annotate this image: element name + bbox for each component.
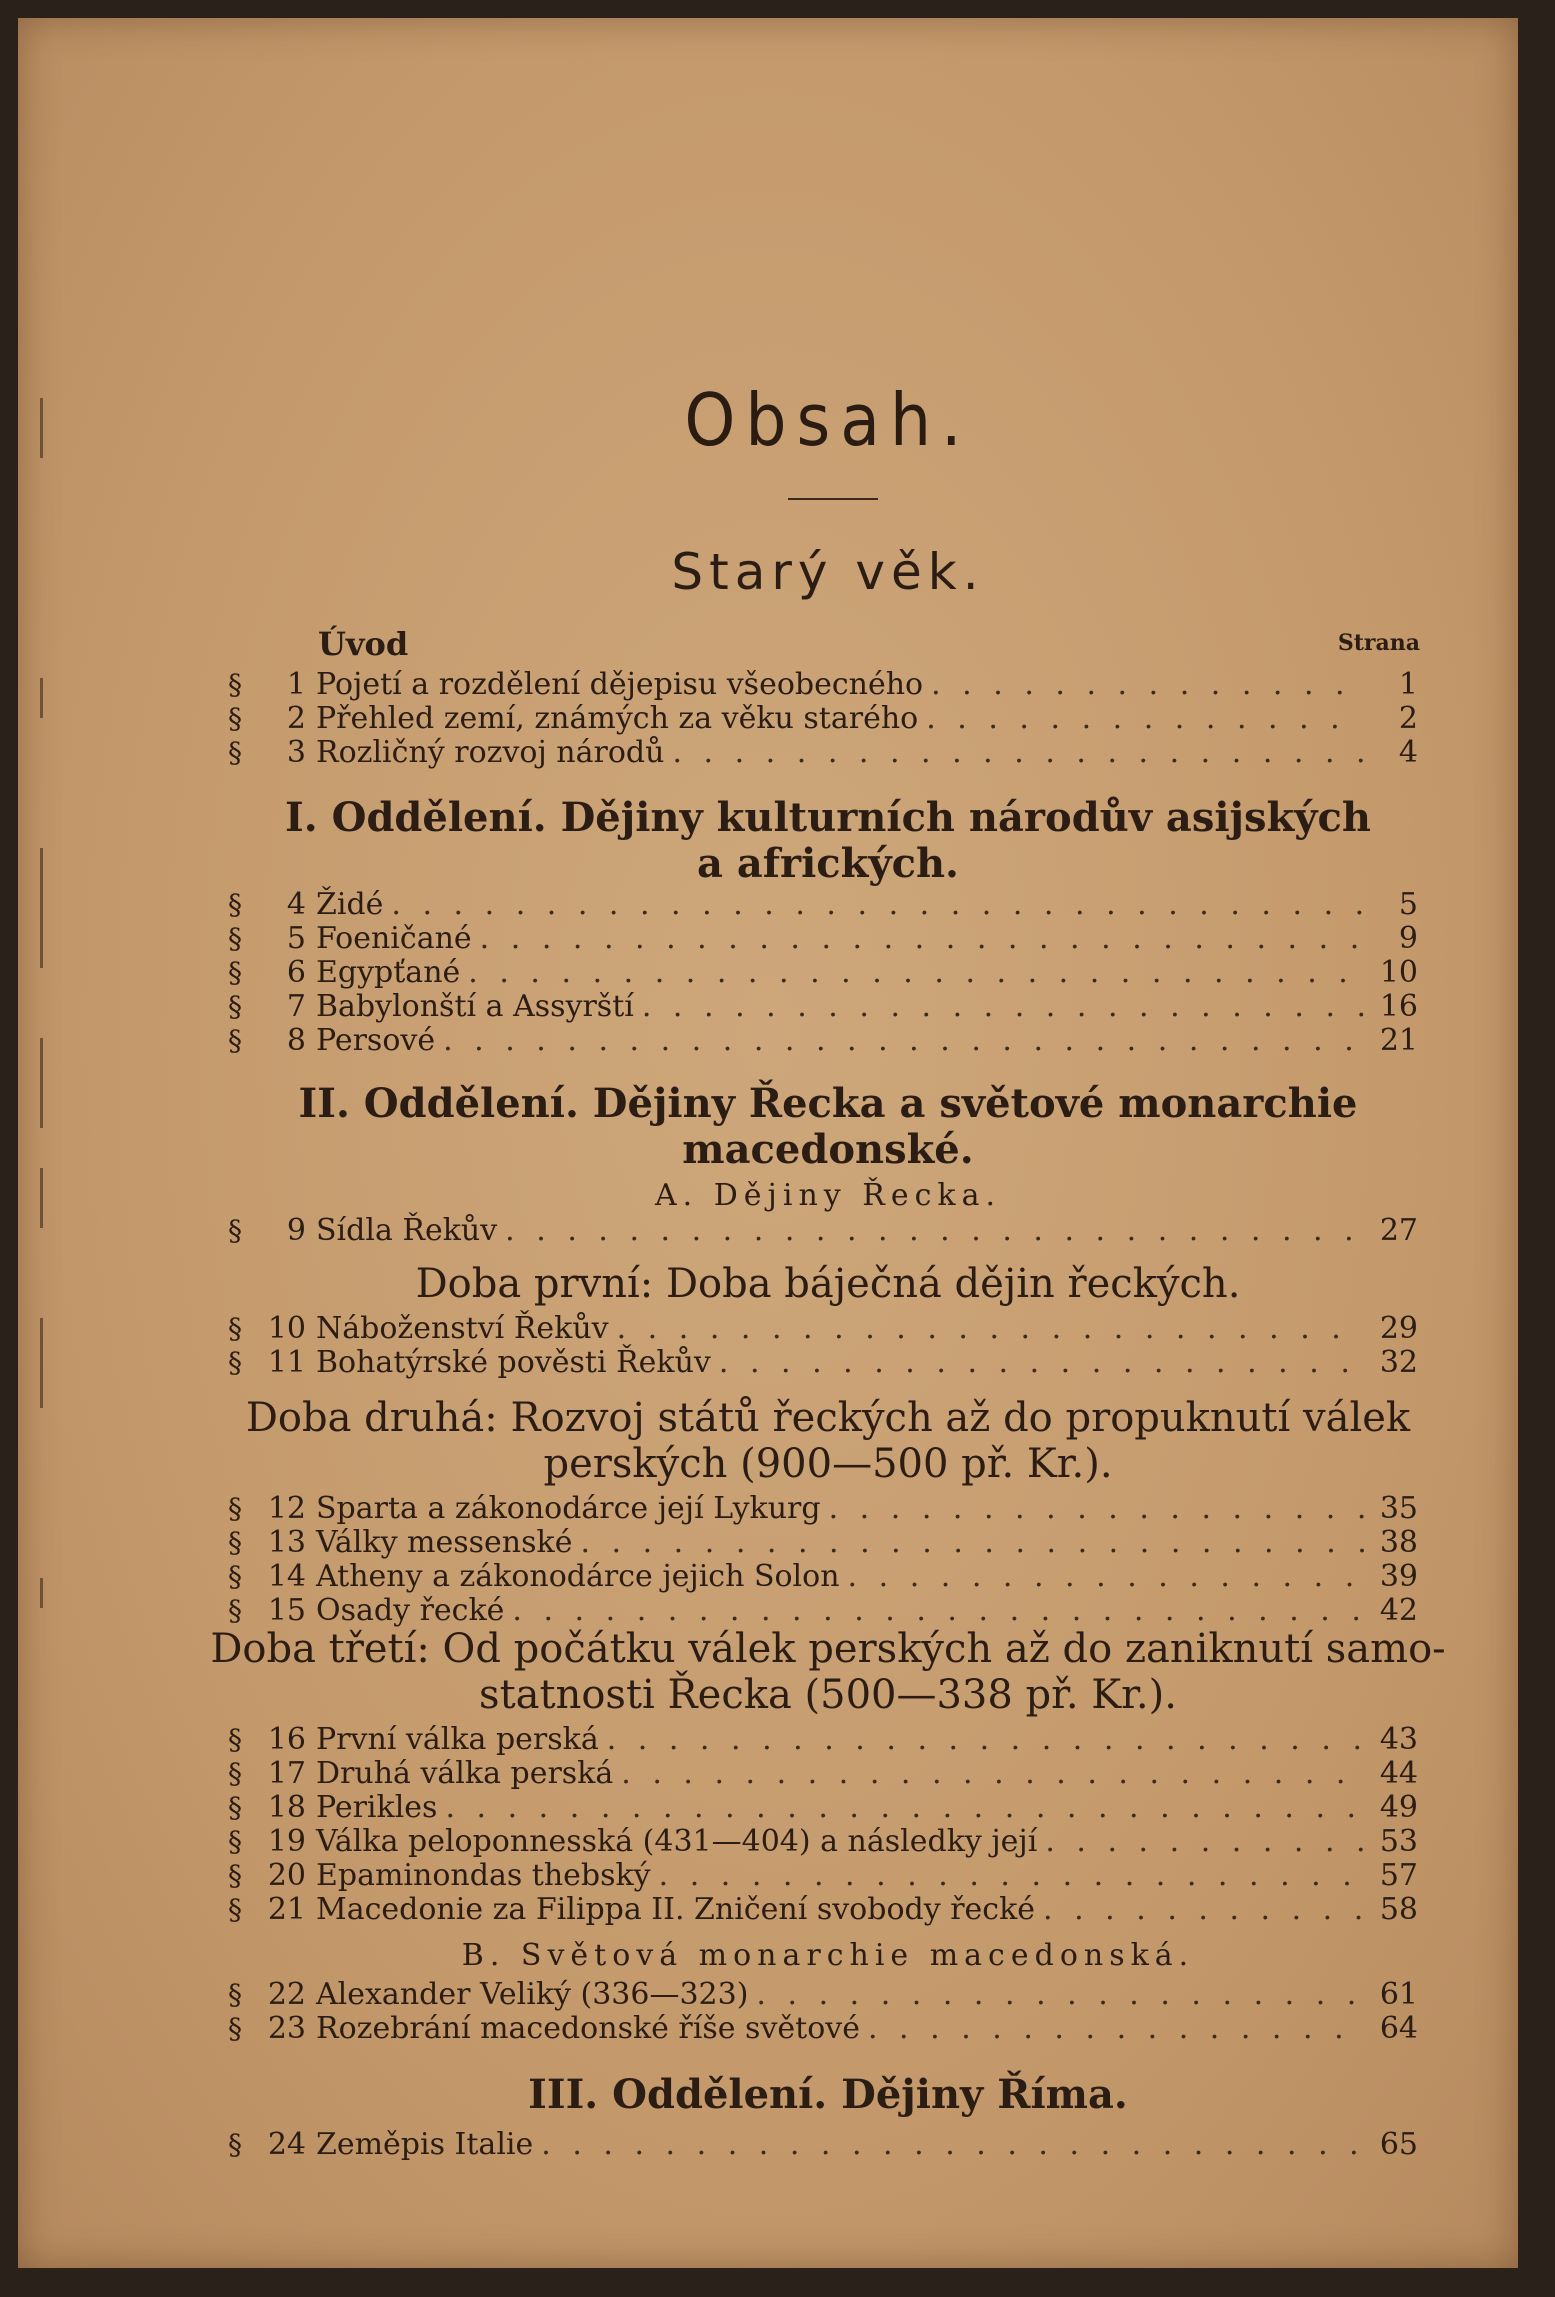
entry-number: 13 — [267, 1525, 306, 1560]
section-sign: § — [228, 668, 242, 701]
part-b-heading: B. Světová monarchie macedonská. — [461, 1938, 1195, 1973]
toc-entry — [228, 1594, 1418, 1628]
division-1-heading-cont: a afrických. — [697, 840, 959, 887]
entry-page-number: 57 — [1379, 1858, 1418, 1893]
section-subtitle: Starý věk. — [671, 543, 985, 601]
leader-dots — [1043, 1893, 1364, 1927]
entry-number: 19 — [267, 1824, 306, 1859]
section-sign: § — [228, 1492, 242, 1525]
leader-dots — [505, 1214, 1364, 1248]
entry-title: Válka peloponnesská (431—404) a následky její — [316, 1824, 1038, 1859]
toc-entry — [228, 2012, 1418, 2046]
entry-number: 14 — [267, 1559, 306, 1594]
section-sign: § — [228, 1791, 242, 1824]
leader-dots — [756, 1978, 1364, 2012]
leader-dots — [659, 1859, 1364, 1893]
entry-number: 4 — [286, 887, 306, 922]
entry-number: 3 — [286, 735, 306, 770]
leader-dots — [443, 1024, 1364, 1058]
toc-entry — [228, 990, 1418, 1024]
entry-title: Bohatýrské pověsti Řekův — [316, 1345, 711, 1380]
page-title: Obsah. — [684, 378, 972, 462]
section-sign: § — [228, 1757, 242, 1790]
entry-page-number: 32 — [1379, 1345, 1418, 1380]
entry-number: 17 — [267, 1756, 306, 1791]
entry-number: 24 — [267, 2127, 306, 2162]
section-sign: § — [228, 1024, 242, 1057]
entry-page-number: 42 — [1379, 1593, 1418, 1628]
entry-title: Židé — [316, 887, 384, 922]
entry-title: Sparta a zákonodárce její Lykurg — [316, 1491, 821, 1526]
leader-dots — [642, 990, 1364, 1024]
entry-title: Rozličný rozvoj národů — [316, 735, 665, 770]
entry-title: Epaminondas thebský — [316, 1858, 651, 1893]
entry-number: 7 — [286, 989, 306, 1024]
entry-page-number: 16 — [1379, 989, 1418, 1024]
toc-entry — [228, 1791, 1418, 1825]
entry-title: Persové — [316, 1023, 436, 1058]
entry-number: 16 — [267, 1722, 306, 1757]
leader-dots — [541, 2128, 1364, 2162]
toc-entry — [228, 1893, 1418, 1927]
leader-dots — [1045, 1825, 1364, 1859]
entry-page-number: 53 — [1379, 1824, 1418, 1859]
entry-title: Babylonští a Assyrští — [316, 989, 634, 1024]
entry-title: Rozebrání macedonské říše světové — [316, 2011, 860, 2046]
entry-title: První válka perská — [316, 1722, 599, 1757]
entry-number: 18 — [267, 1790, 306, 1825]
toc-entry — [228, 1560, 1418, 1594]
section-sign: § — [228, 1859, 242, 1892]
toc-entry — [228, 1859, 1418, 1893]
section-sign: § — [228, 1526, 242, 1559]
entry-title: Pojetí a rozdělení dějepisu všeobecného — [316, 667, 924, 702]
toc-entry — [228, 1492, 1418, 1526]
toc-entry — [228, 1312, 1418, 1346]
toc-entry — [228, 956, 1418, 990]
page-column-label: Strana — [1337, 630, 1420, 656]
leader-dots — [391, 888, 1364, 922]
entry-page-number: 58 — [1379, 1892, 1418, 1927]
leader-dots — [607, 1723, 1364, 1757]
entry-number: 20 — [267, 1858, 306, 1893]
part-a-heading: A. Dějiny Řecka. — [655, 1178, 1001, 1213]
entry-title: Války messenské — [316, 1525, 573, 1560]
book-page — [18, 18, 1518, 2268]
toc-entry — [228, 1346, 1418, 1380]
entry-page-number: 29 — [1379, 1311, 1418, 1346]
toc-entry — [228, 1526, 1418, 1560]
section-sign: § — [228, 1723, 242, 1756]
entry-title: Macedonie za Filippa II. Zničení svobody řecké — [316, 1892, 1036, 1927]
section-sign: § — [228, 1978, 242, 2011]
toc-entry — [228, 1723, 1418, 1757]
entry-page-number: 1 — [1398, 667, 1418, 702]
toc-entry — [228, 1825, 1418, 1859]
entry-title: Přehled zemí, známých za věku starého — [316, 701, 919, 736]
entry-number: 5 — [286, 921, 306, 956]
toc-entry — [228, 888, 1418, 922]
section-sign: § — [228, 2012, 242, 2045]
section-sign: § — [228, 1312, 242, 1345]
entry-number: 1 — [286, 667, 306, 702]
period-1-heading: Doba první: Doba báječná dějin řeckých. — [415, 1261, 1241, 1307]
toc-entry — [228, 1024, 1418, 1058]
section-sign: § — [228, 1560, 242, 1593]
entry-number: 15 — [267, 1593, 306, 1628]
section-sign: § — [228, 1214, 242, 1247]
section-sign: § — [228, 736, 242, 769]
entry-page-number: 61 — [1379, 1977, 1418, 2012]
entry-page-number: 2 — [1398, 701, 1418, 736]
entry-number: 12 — [267, 1491, 306, 1526]
period-2-heading-cont: perských (900—500 př. Kr.). — [543, 1441, 1113, 1487]
toc-entry — [228, 922, 1418, 956]
entry-number: 10 — [267, 1311, 306, 1346]
entry-number: 8 — [286, 1023, 306, 1058]
entry-title: Perikles — [316, 1790, 438, 1825]
entry-number: 9 — [286, 1213, 306, 1248]
leader-dots — [719, 1346, 1364, 1380]
leader-dots — [931, 668, 1364, 702]
section-sign: § — [228, 990, 242, 1023]
entry-number: 11 — [267, 1345, 306, 1380]
entry-title: Foeničané — [316, 921, 472, 956]
toc-entry — [228, 668, 1418, 702]
entry-title: Egypťané — [316, 955, 461, 990]
entry-page-number: 5 — [1398, 887, 1418, 922]
toc-entry — [228, 2128, 1418, 2162]
leader-dots — [848, 1560, 1364, 1594]
page-edge-marks — [18, 18, 78, 2268]
leader-dots — [868, 2012, 1364, 2046]
entry-page-number: 43 — [1379, 1722, 1418, 1757]
section-sign: § — [228, 2128, 242, 2161]
entry-page-number: 39 — [1379, 1559, 1418, 1594]
entry-page-number: 27 — [1379, 1213, 1418, 1248]
section-sign: § — [228, 1893, 242, 1926]
entry-title: Druhá válka perská — [316, 1756, 614, 1791]
entry-page-number: 65 — [1379, 2127, 1418, 2162]
entry-page-number: 38 — [1379, 1525, 1418, 1560]
leader-dots — [580, 1526, 1364, 1560]
entry-title: Atheny a zákonodárce jejich Solon — [316, 1559, 840, 1594]
division-2-heading: II. Oddělení. Dějiny Řecka a světové monarchie — [298, 1080, 1358, 1127]
entry-page-number: 49 — [1379, 1790, 1418, 1825]
toc-entry — [228, 702, 1418, 736]
title-divider — [788, 498, 878, 500]
leader-dots — [468, 956, 1364, 990]
entry-title: Osady řecké — [316, 1593, 505, 1628]
period-3-heading: Doba třetí: Od počátku válek perských až do zaniknutí samo- — [210, 1626, 1446, 1672]
section-sign: § — [228, 702, 242, 735]
section-sign: § — [228, 922, 242, 955]
entry-page-number: 21 — [1379, 1023, 1418, 1058]
entry-title: Sídla Řekův — [316, 1213, 498, 1248]
entry-number: 21 — [267, 1892, 306, 1927]
section-sign: § — [228, 1825, 242, 1858]
entry-page-number: 44 — [1379, 1756, 1418, 1791]
leader-dots — [445, 1791, 1364, 1825]
leader-dots — [621, 1757, 1364, 1791]
leader-dots — [672, 736, 1364, 770]
toc-entry — [228, 736, 1418, 770]
leader-dots — [512, 1594, 1364, 1628]
division-1-heading: I. Oddělení. Dějiny kulturních národův asijských — [285, 794, 1371, 841]
entry-number: 22 — [267, 1977, 306, 2012]
entry-number: 2 — [286, 701, 306, 736]
entry-page-number: 35 — [1379, 1491, 1418, 1526]
entry-title: Náboženství Řekův — [316, 1311, 609, 1346]
entry-title: Alexander Veliký (336—323) — [316, 1977, 749, 2012]
section-sign: § — [228, 1346, 242, 1379]
entry-number: 23 — [267, 2011, 306, 2046]
toc-entry — [228, 1757, 1418, 1791]
section-sign: § — [228, 888, 242, 921]
entry-page-number: 10 — [1379, 955, 1418, 990]
division-3-heading: III. Oddělení. Dějiny Říma. — [528, 2071, 1128, 2118]
toc-entry — [228, 1214, 1418, 1248]
leader-dots — [480, 922, 1364, 956]
entry-title: Zeměpis Italie — [316, 2127, 534, 2162]
toc-entry — [228, 1978, 1418, 2012]
division-2-heading-cont: macedonské. — [682, 1126, 974, 1173]
entry-page-number: 4 — [1398, 735, 1418, 770]
leader-dots — [829, 1492, 1364, 1526]
leader-dots — [617, 1312, 1364, 1346]
section-sign: § — [228, 956, 242, 989]
period-3-heading-cont: statnosti Řecka (500—338 př. Kr.). — [479, 1672, 1177, 1718]
period-2-heading: Doba druhá: Rozvoj států řeckých až do propuknutí válek — [245, 1395, 1411, 1441]
leader-dots — [926, 702, 1364, 736]
entry-page-number: 9 — [1398, 921, 1418, 956]
entry-page-number: 64 — [1379, 2011, 1418, 2046]
intro-heading: Úvod — [318, 625, 409, 663]
section-sign: § — [228, 1594, 242, 1627]
entry-number: 6 — [286, 955, 306, 990]
